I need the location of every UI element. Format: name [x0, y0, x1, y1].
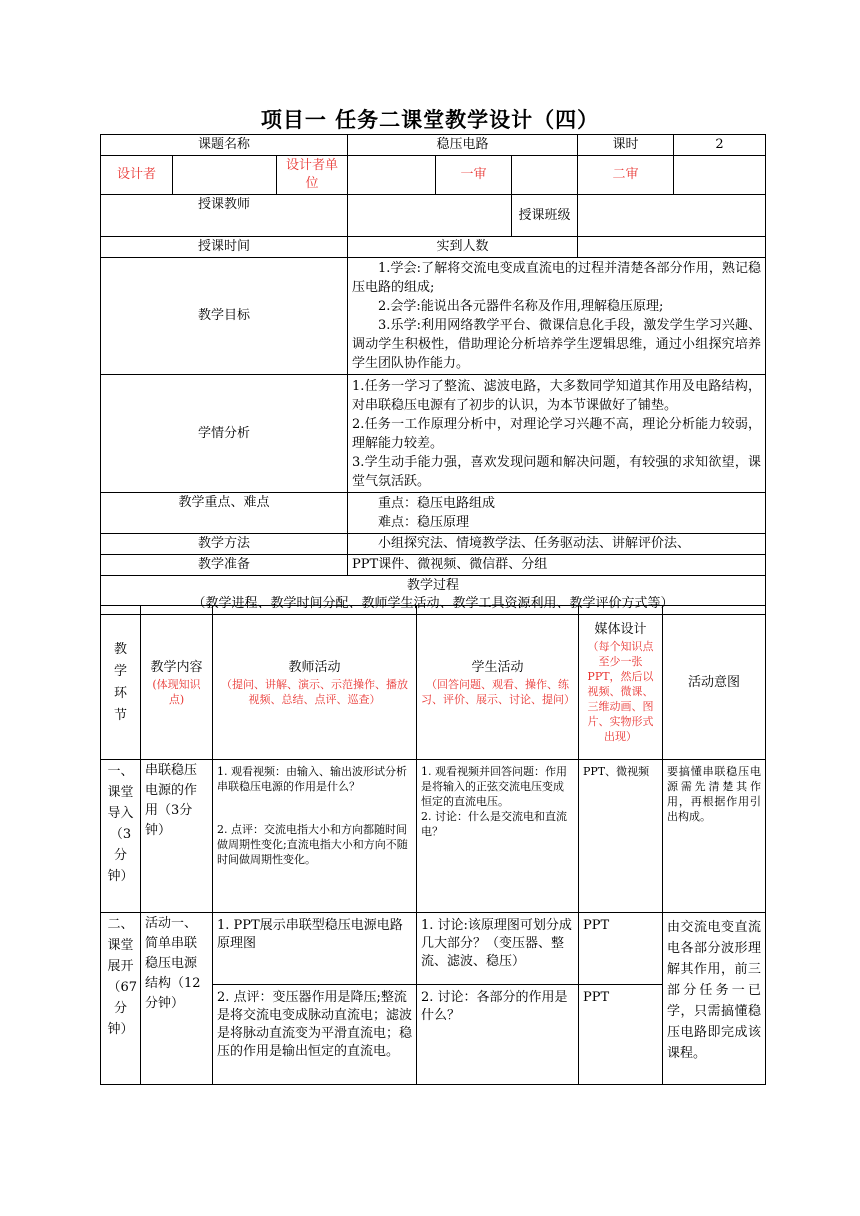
key-points-content — [348, 493, 766, 534]
objectives-content — [348, 258, 766, 375]
header-content-text: 教学内容 — [150, 659, 203, 675]
student-activity-1: 1. 观看视频并回答问题：作用是将输入的正弦交流电压变成恒定的直流电压。 — [421, 765, 567, 808]
teacher-activity-cell: 2. 点评：变压器作用是降压;整流是将交流电变成脉动直流电；滤波是将脉动直流变为平滑直流电；稳压的作用是输出恒定的直流电。 — [213, 985, 417, 1085]
teacher-activity-cell — [213, 760, 417, 913]
analysis-item: 3.学生动手能力强，喜欢发现问题和解决问题，有较强的求知欲望，课堂气氛活跃。 — [352, 454, 762, 489]
attendance-label: 实到人数 — [348, 237, 578, 258]
key-points-label: 教学重点、难点 — [101, 493, 348, 534]
content-cell — [141, 913, 213, 1085]
class-label: 授课班级 — [512, 195, 578, 237]
objective-item: 2.会学:能说出各元器件名称及作用,理解稳压原理; — [378, 299, 664, 314]
review2-value — [674, 156, 766, 195]
preparation-value: PPT课件、微视频、微信群、分组 — [348, 555, 766, 576]
header-student-text: 学生活动 — [471, 659, 524, 675]
student-activity-2: 2. 讨论：什么是交流电和直流电？ — [421, 810, 567, 838]
designer-value — [173, 156, 277, 195]
methods-value: 小组探究法、情境教学法、任务驱动法、讲解评价法、 — [348, 534, 766, 555]
designer-label: 设计者 — [101, 156, 173, 195]
analysis-item: 1.任务一学习了整流、滤波电路，大多数同学知道其作用及电路结构，对串联稳压电源有了初步的认识，为本节课做好了铺垫。 — [352, 378, 762, 413]
objective-item: 1.学会:了解将交流电变成直流电的过程并清楚各部分作用，熟记稳压电路的组成; — [352, 261, 762, 295]
intent-cell: 由交流电变直流电各部分波形理解其作用，前三部分任务一已学，只需搞懂稳压电路即完成该课程。 — [663, 913, 766, 1085]
media-cell: PPT — [579, 985, 663, 1085]
review1-label: 一审 — [436, 156, 512, 195]
header-student — [417, 606, 579, 760]
review1-value — [512, 156, 578, 195]
attendance-value — [578, 237, 766, 258]
student-activity-cell: 2. 讨论：各部分的作用是什么？ — [417, 985, 579, 1085]
header-teacher — [213, 606, 417, 760]
header-media — [579, 606, 663, 760]
header-student-note: （回答问题、观看、操作、练习、评价、展示、讨论、提问） — [421, 677, 575, 706]
class-value — [578, 195, 766, 237]
page-title: 项目一 任务二课堂教学设计（四） — [260, 108, 600, 132]
content-text: 串联稳压电源的作用（3分钟） — [145, 763, 198, 838]
student-activity-cell: 1. 讨论:该原理图可划分成几大部分？（变压器、整流、滤波、稳压） — [417, 913, 579, 985]
teacher-activity-2: 2. 点评：交流电指大小和方向都随时间做周期性变化;直流电指大小和方向不随时间做周期性变化。 — [217, 823, 408, 866]
analysis-item: 2.任务一工作原理分析中，对理论学习兴趣不高，理论分析能力较弱，理解能力较差。 — [352, 416, 762, 451]
teacher-label: 授课教师 — [101, 195, 348, 237]
process-subtitle: （教学进程、教学时间分配、教师学生活动、教学工具资源利用、教学评价方式等） — [192, 596, 674, 611]
header-teacher-text: 教师活动 — [288, 659, 341, 675]
designer-unit-label: 设计者单位 — [277, 156, 348, 195]
hours-value: 2 — [674, 135, 766, 156]
header-intent: 活动意图 — [663, 606, 766, 760]
key-point: 重点：稳压电路组成 — [378, 496, 496, 511]
review2-label: 二审 — [578, 156, 674, 195]
hours-label: 课时 — [578, 135, 674, 156]
intent-cell: 要搞懂串联稳压电源需先清楚其作用，再根据作用引出构成。 — [663, 760, 766, 913]
analysis-content — [348, 375, 766, 493]
process-title: 教学过程 — [407, 578, 460, 593]
header-content — [141, 606, 213, 760]
objective-item: 3.乐学:利用网络教学平台、微课信息化手段，激发学生学习兴趣、调动学生积极性，借助理论分析培养学生逻辑思维，通过小组探究培养学生团队协作能力。 — [352, 318, 762, 371]
course-name-label: 课题名称 — [101, 135, 348, 156]
header-stage — [101, 606, 141, 760]
stage-cell — [101, 760, 141, 913]
stage-cell — [101, 913, 141, 1085]
lesson-info-table — [100, 134, 766, 615]
process-table — [100, 605, 766, 1085]
time-label: 授课时间 — [101, 237, 348, 258]
stage-text: 二、课堂展开（67分钟） — [107, 917, 138, 1037]
media-cell: PPT、微视频 — [579, 760, 663, 913]
header-teacher-note: （提问、讲解、演示、示范操作、播放视频、总结、点评、巡查） — [221, 677, 408, 706]
objectives-label: 教学目标 — [101, 258, 348, 375]
teacher-activity-cell: 1. PPT展示串联型稳压电源电路原理图 — [213, 913, 417, 985]
content-cell — [141, 760, 213, 913]
header-content-note: (体现知识点) — [152, 677, 201, 706]
course-name-value: 稳压电路 — [348, 135, 578, 156]
designer-unit-value — [348, 156, 436, 195]
analysis-label: 学情分析 — [101, 375, 348, 493]
methods-label: 教学方法 — [101, 534, 348, 555]
teacher-activity-1: 1. 观看视频：由输入、输出波形试分析串联稳压电源的作用是什么？ — [217, 765, 407, 793]
stage-text: 一、课堂导入（3分钟） — [107, 764, 134, 884]
header-media-text: 媒体设计 — [594, 622, 647, 637]
header-stage-text: 教学环节 — [114, 641, 128, 723]
teacher-value — [348, 195, 512, 237]
student-activity-cell — [417, 760, 579, 913]
header-media-note: （每个知识点至少一张PPT，然后以视频、微课、三维动画、图片、实物形式出现） — [587, 640, 654, 743]
preparation-label: 教学准备 — [101, 555, 348, 576]
content-text: 活动一、简单串联稳压电源结构（12分钟） — [145, 916, 201, 1011]
media-cell: PPT — [579, 913, 663, 985]
difficulty-point: 难点：稳压原理 — [378, 515, 470, 530]
